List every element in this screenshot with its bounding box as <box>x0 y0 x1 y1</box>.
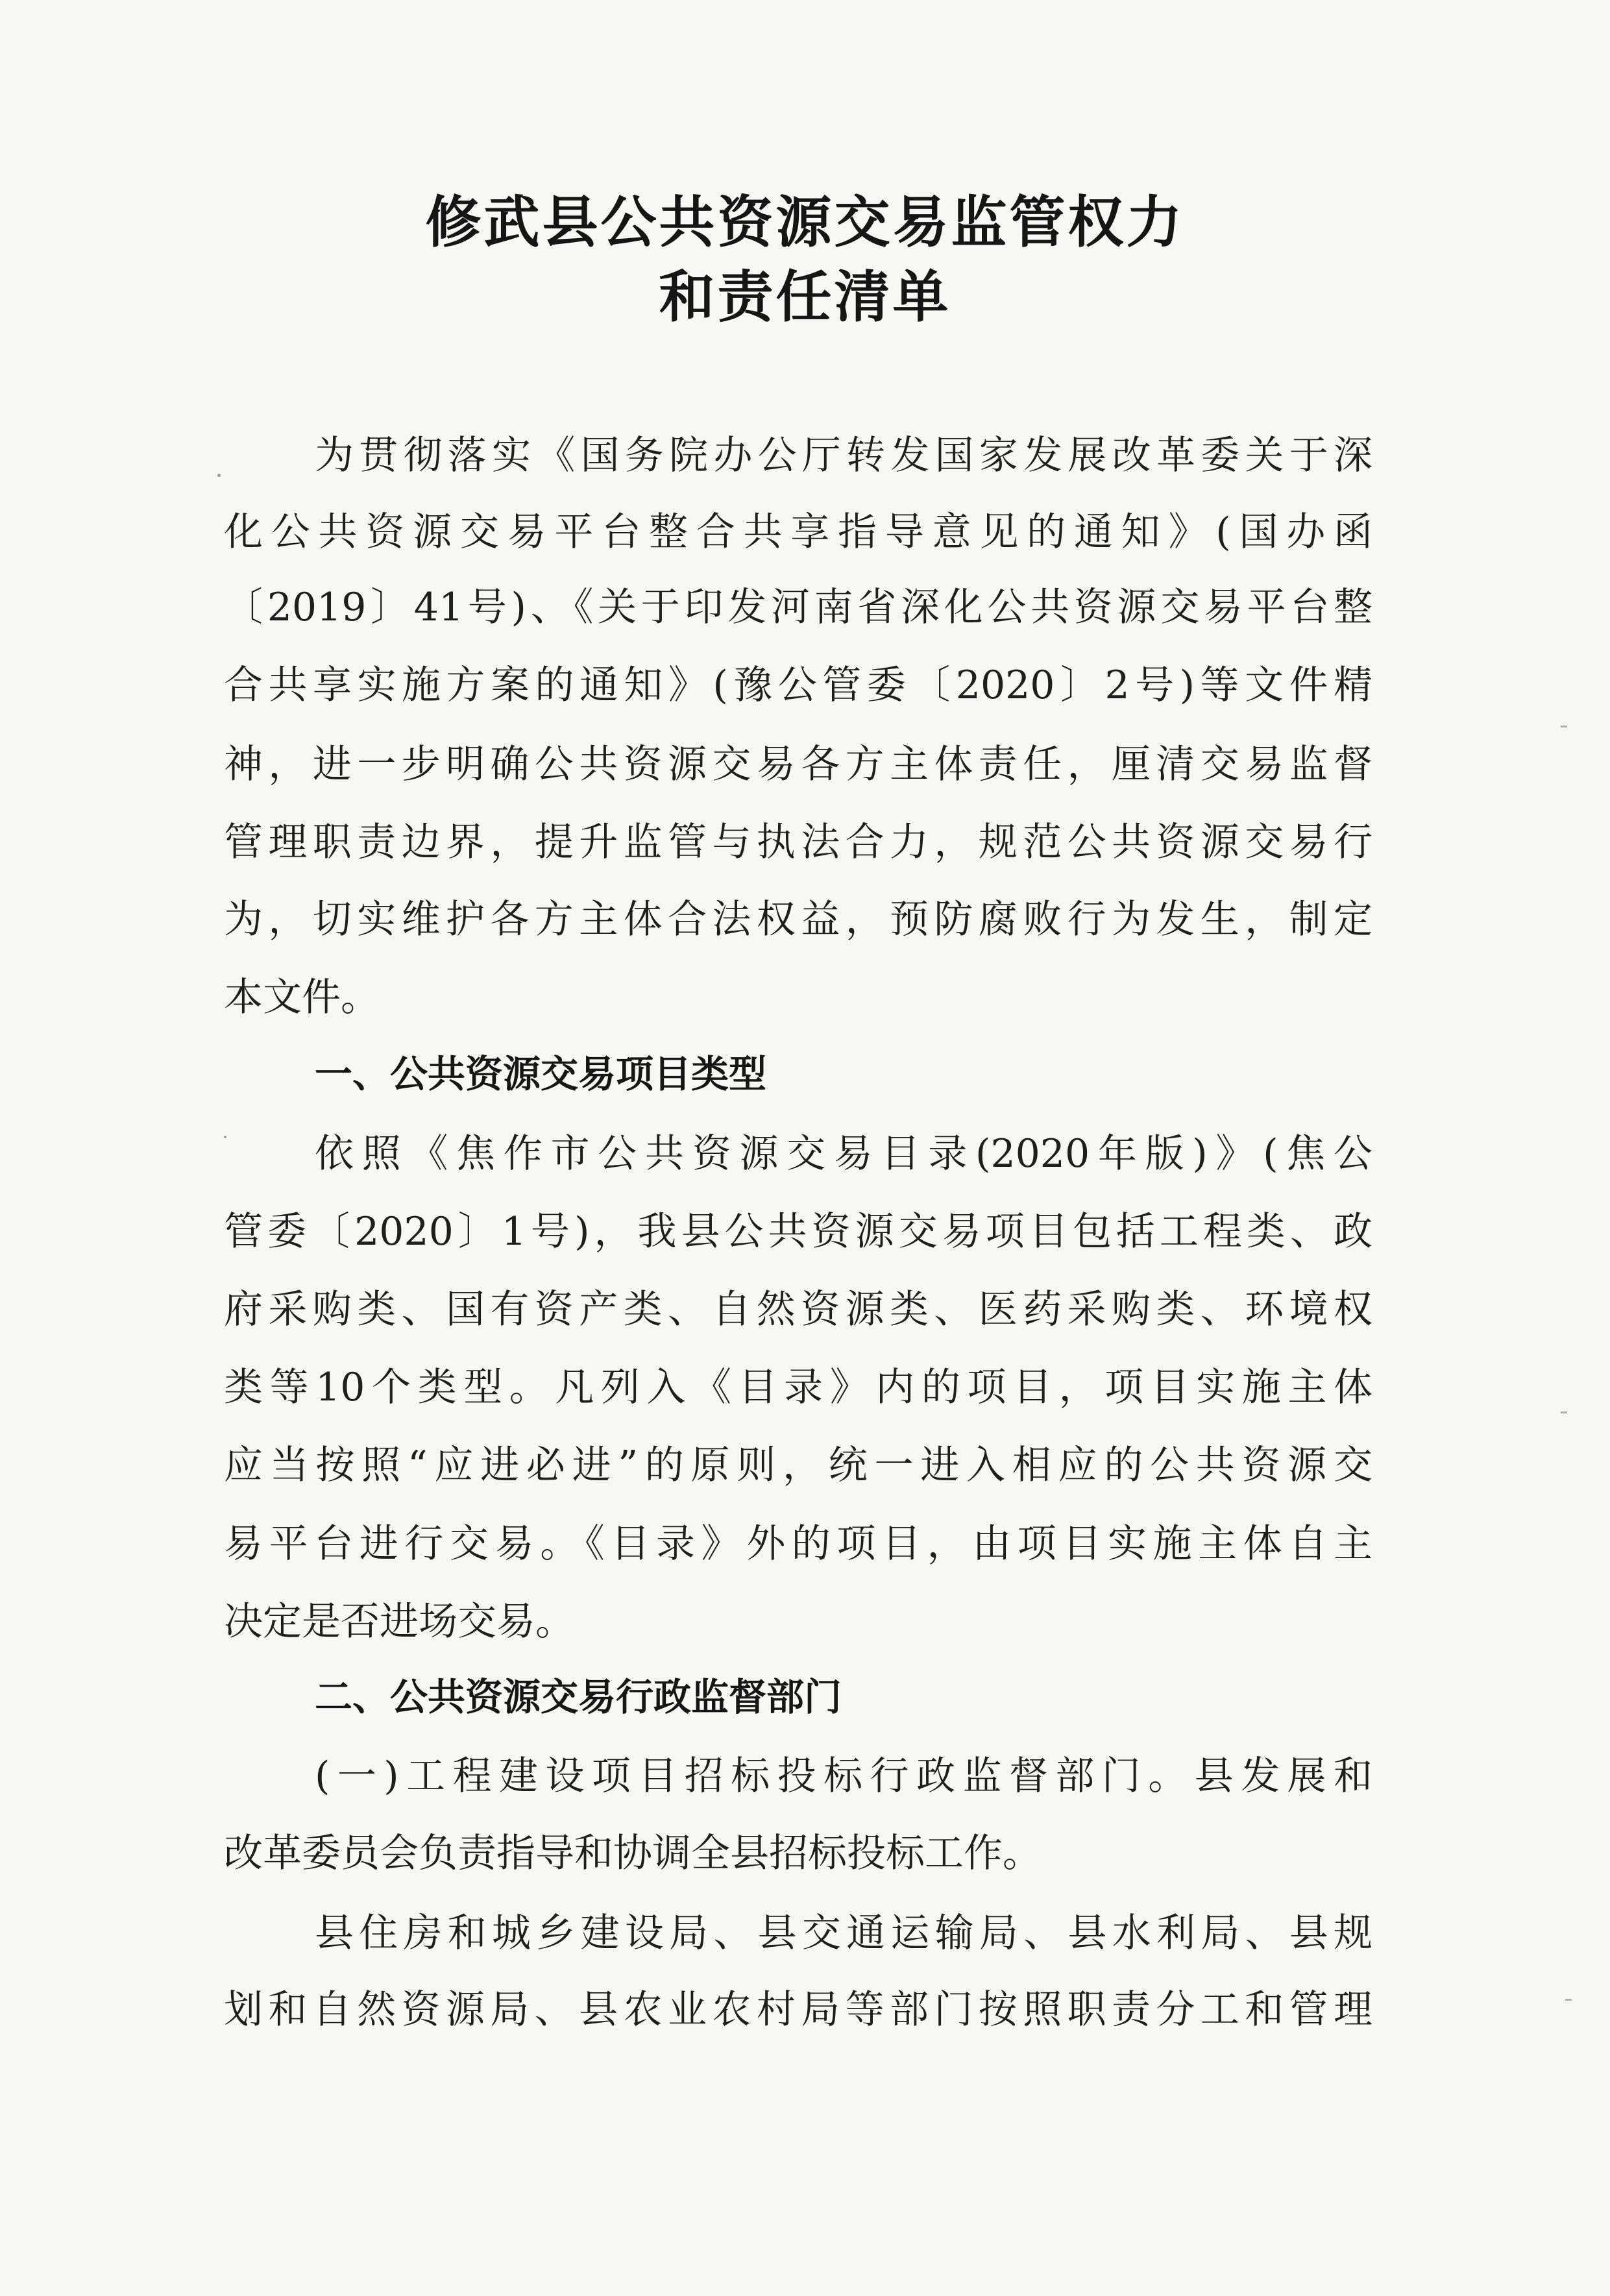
intro-line: 为，切实维护各方主体合法权益，预防腐败行为发生，制定 <box>224 897 1372 942</box>
section2-line: 划和自然资源局、县农业农村局等部门按照职责分工和管理 <box>224 1987 1372 2033</box>
intro-line: 神，进一步明确公共资源交易各方主体责任，厘清交易监督 <box>224 742 1372 787</box>
section2-line: 改革委员会负责指导和协调全县招标投标工作。 <box>224 1831 1042 1876</box>
intro-line: 为贯彻落实《国务院办公厅转发国家发展改革委关于深 <box>315 433 1372 478</box>
section2-line: 县住房和城乡建设局、县交通运输局、县水利局、县规 <box>315 1911 1372 1956</box>
section1-line: 类等10个类型。凡列入《目录》内的项目，项目实施主体 <box>224 1365 1372 1410</box>
section2-line: (一)工程建设项目招标投标行政监督部门。县发展和 <box>315 1753 1372 1799</box>
section1-line: 决定是否进场交易。 <box>224 1599 574 1644</box>
document-title-line-1: 修武县公共资源交易监管权力 <box>425 190 1185 255</box>
section1-line: 管委〔2020〕1号)，我县公共资源交易项目包括工程类、政 <box>224 1209 1372 1254</box>
scan-speck <box>217 474 221 477</box>
section1-line: 易平台进行交易。《目录》外的项目，由项目实施主体自主 <box>224 1521 1372 1567</box>
section1-line: 府采购类、国有资产类、自然资源类、医药采购类、环境权 <box>224 1287 1372 1332</box>
scan-edge-mark <box>1561 1411 1567 1413</box>
scan-edge-mark <box>1561 726 1567 727</box>
intro-line: 〔2019〕41号)、《关于印发河南省深化公共资源交易平台整 <box>224 585 1372 630</box>
document-title-line-2: 和责任清单 <box>659 265 951 330</box>
intro-line: 化公共资源交易平台整合共享指导意见的通知》(国办函 <box>224 509 1372 555</box>
section1-line: 应当按照“应进必进”的原则，统一进入相应的公共资源交 <box>224 1443 1372 1488</box>
scan-speck <box>224 1136 226 1138</box>
section-heading-2: 二、公共资源交易行政监督部门 <box>315 1675 842 1719</box>
intro-line: 管理职责边界，提升监管与执法合力，规范公共资源交易行 <box>224 820 1372 865</box>
section-heading-1: 一、公共资源交易项目类型 <box>315 1052 767 1096</box>
section1-line: 依照《焦作市公共资源交易目录(2020年版)》(焦公 <box>315 1131 1372 1177</box>
intro-line: 合共享实施方案的通知》(豫公管委〔2020〕2号)等文件精 <box>224 663 1372 708</box>
scan-edge-mark <box>1565 1999 1572 2001</box>
intro-line: 本文件。 <box>224 975 380 1020</box>
